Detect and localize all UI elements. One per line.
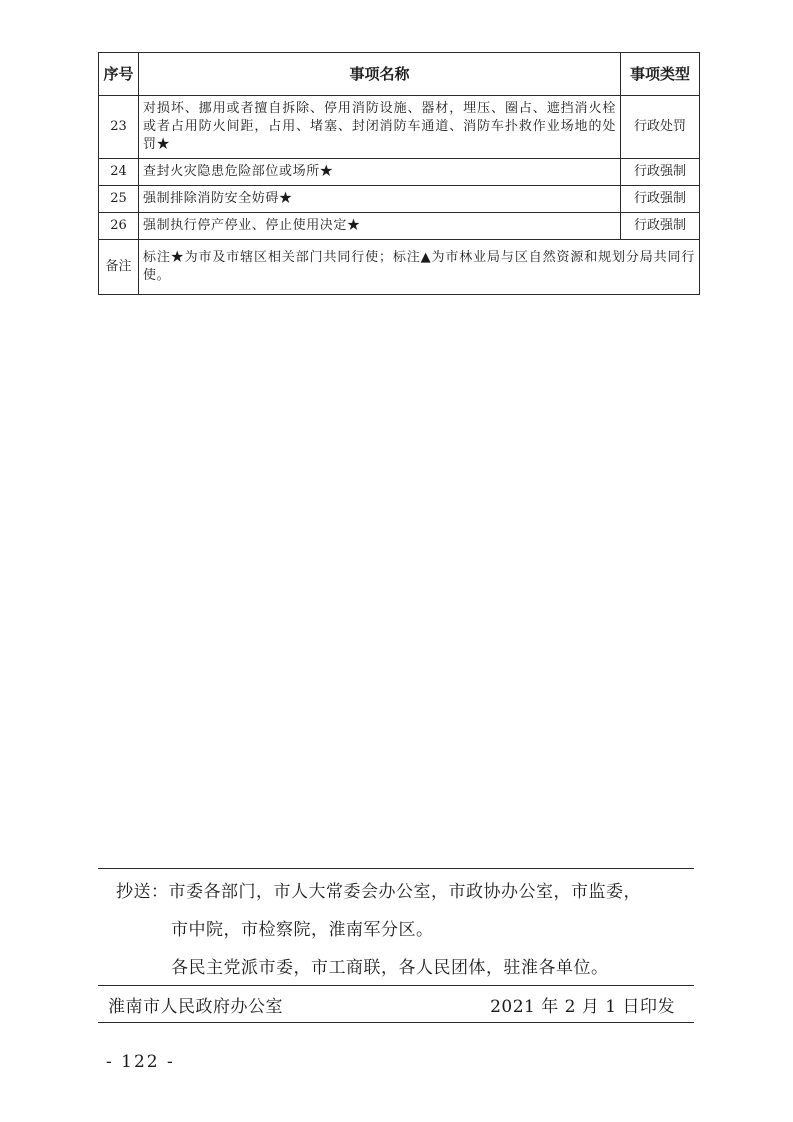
row-name: 强制排除消防安全妨碍★ [139,186,621,213]
header-number: 序号 [99,53,139,96]
row-name: 对损坏、挪用或者擅自拆除、停用消防设施、器材，埋压、圈占、遮挡消火栓或者占用防火间距，占用、堵塞、封闭消防车通道、消防车扑救作业场地的处罚★ [139,96,621,159]
row-name: 强制执行停产停业、停止使用决定★ [139,213,621,240]
matters-table [98,52,700,295]
page-number: - 122 - [106,1052,175,1072]
row-type: 行政处罚 [621,96,700,159]
row-number: 24 [99,159,139,186]
cc-line-1: 抄送：市委各部门，市人大常委会办公室，市政协办公室，市监委， [116,882,641,902]
row-number: 26 [99,213,139,240]
middle-divider [98,985,694,986]
issue-date: 2021 年 2 月 1 日印发 [490,997,675,1017]
row-type: 行政强制 [621,186,700,213]
row-number: 25 [99,186,139,213]
cc-line-2: 市中院，市检察院，淮南军分区。 [171,920,434,940]
table-row [99,186,700,213]
top-divider [98,868,694,869]
table-row [99,213,700,240]
note-text: 标注★为市及市辖区相关部门共同行使；标注▲为市林业局与区自然资源和规划分局共同行使。 [139,240,700,295]
table-header-row [99,53,700,96]
header-type: 事项类型 [621,53,700,96]
row-type: 行政强制 [621,213,700,240]
cc-line-3: 各民主党派市委，市工商联，各人民团体，驻淮各单位。 [171,958,609,978]
row-name: 查封火灾隐患危险部位或场所★ [139,159,621,186]
matters-table-container [98,52,699,295]
bottom-divider [98,1022,694,1023]
table-row [99,159,700,186]
note-label: 备注 [99,240,139,295]
row-number: 23 [99,96,139,159]
table-row [99,96,700,159]
row-type: 行政强制 [621,159,700,186]
table-note-row [99,240,700,295]
issuer-name: 淮南市人民政府办公室 [108,997,283,1017]
header-name: 事项名称 [139,53,621,96]
